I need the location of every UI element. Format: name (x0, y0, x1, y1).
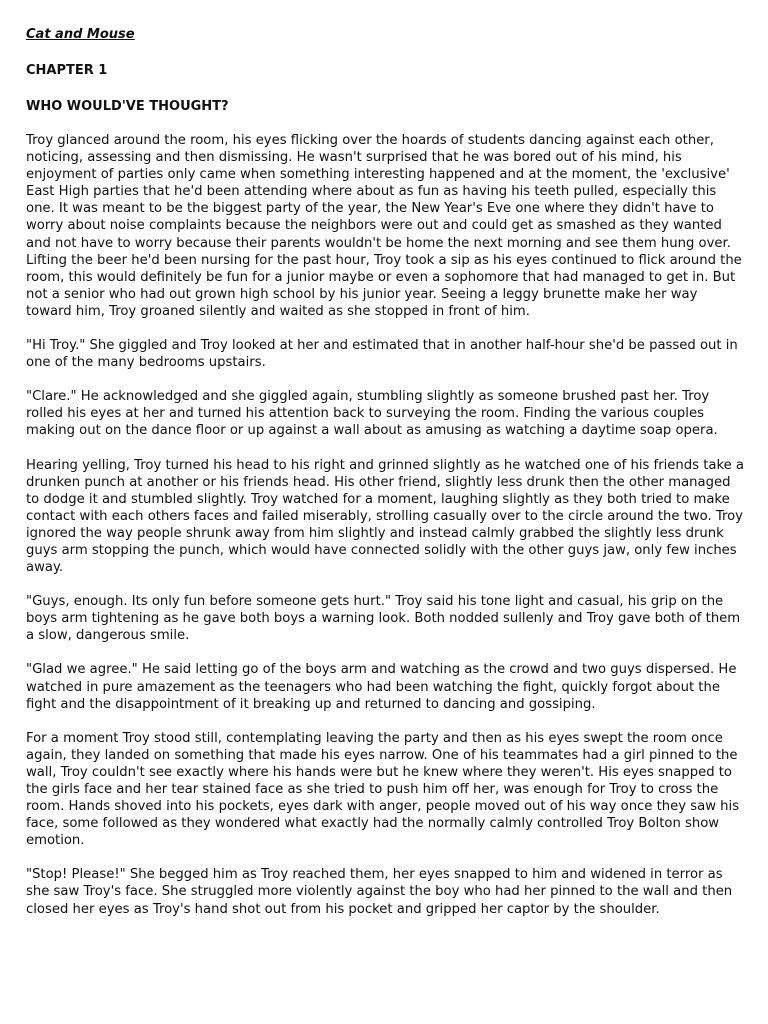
paragraph: "Hi Troy." She giggled and Troy looked at her and estimated that in another half-hour she'd be passed out in one of the many bedrooms upstairs. (26, 338, 738, 371)
paragraph: Troy glanced around the room, his eyes flicking over the hoards of students dancing against each other, noticing, assessing and then dismissing. He wasn't surprised that he was bored out of his mind, his enjoyment of parties only came when something interesting happened and at the moment, the 'exclusive' East High parties that he'd been attending where about as fun as having his teeth pulled, especially this one. It was meant to be the biggest party of the year, the New Year's Eve one where they didn't have to worry about noise complaints because the neighbors were out and could get as smashed as they wanted and not have to worry because their parents wouldn't be home the next morning and see them hung over. Lifting the beer he'd been nursing for the past hour, Troy took a sip as his eyes continued to flick around the room, this would definitely be fun for a junior maybe or even a sophomore that had managed to get in. But not a senior who had out grown high school by his junior year. Seeing a leggy brunette make her way toward him, Troy groaned silently and waited as she stopped in front of him. (26, 133, 742, 319)
document-title: Cat and Mouse (26, 27, 135, 42)
paragraph: For a moment Troy stood still, contemplating leaving the party and then as his eyes swept the room once again, they landed on something that made his eyes narrow. One of his teammates had a girl pinned to the wall, Troy couldn't see exactly where his hands were but he knew where they weren't. His eyes snapped to the girls face and her tear stained face as she tried to push him off her, was enough for Troy to cross the room. Hands shoved into his pockets, eyes dark with anger, people moved out of his way once they saw his face, some followed as they wondered what exactly had the normally calmly controlled Troy Bolton show emotion. (26, 730, 740, 849)
paragraph: "Guys, enough. Its only fun before someone gets hurt." Troy said his tone light and casual, his grip on the boys arm tightening as he gave both boys a warning look. Both nodded sullenly and Troy gave both of them a slow, dangerous smile. (26, 594, 741, 644)
chapter-subtitle: WHO WOULD'VE THOUGHT? (26, 99, 229, 114)
paragraph: Hearing yelling, Troy turned his head to his right and grinned slightly as he watched one of his friends take a drunken punch at another or his friends head. His other friend, slightly less drunk then the other managed to dodge it and stumbled slightly. Troy watched for a moment, laughing slightly as they both tried to make contact with each others faces and failed miserably, strolling casually over to the circle around the two. Troy ignored the way people shrunk away from him slightly and instead calmly grabbed the slightly less drunk guys arm stopping the punch, which would have connected solidly with the other guys jaw, only few inches away. (26, 457, 744, 576)
document-page (26, 26, 746, 935)
paragraph: "Glad we agree." He said letting go of the boys arm and watching as the crowd and two guys dispersed. He watched in pure amazement as the teenagers who had been watching the fight, quickly forgot about the fight and the disappointment of it breaking up and returned to dancing and gossiping. (26, 662, 737, 712)
chapter-heading: CHAPTER 1 (26, 63, 108, 78)
paragraph: "Clare." He acknowledged and she giggled again, stumbling slightly as someone brushed past her. Troy rolled his eyes at her and turned his attention back to surveying the room. Finding the various couples making out on the dance floor or up against a wall about as amusing as watching a daytime soap opera. (26, 389, 718, 439)
paragraph: "Stop! Please!" She begged him as Troy reached them, her eyes snapped to him and widened in terror as she saw Troy's face. She struggled more violently against the boy who had her pinned to the wall and then closed her eyes as Troy's hand shot out from his pocket and gripped her captor by the shoulder. (26, 867, 733, 917)
